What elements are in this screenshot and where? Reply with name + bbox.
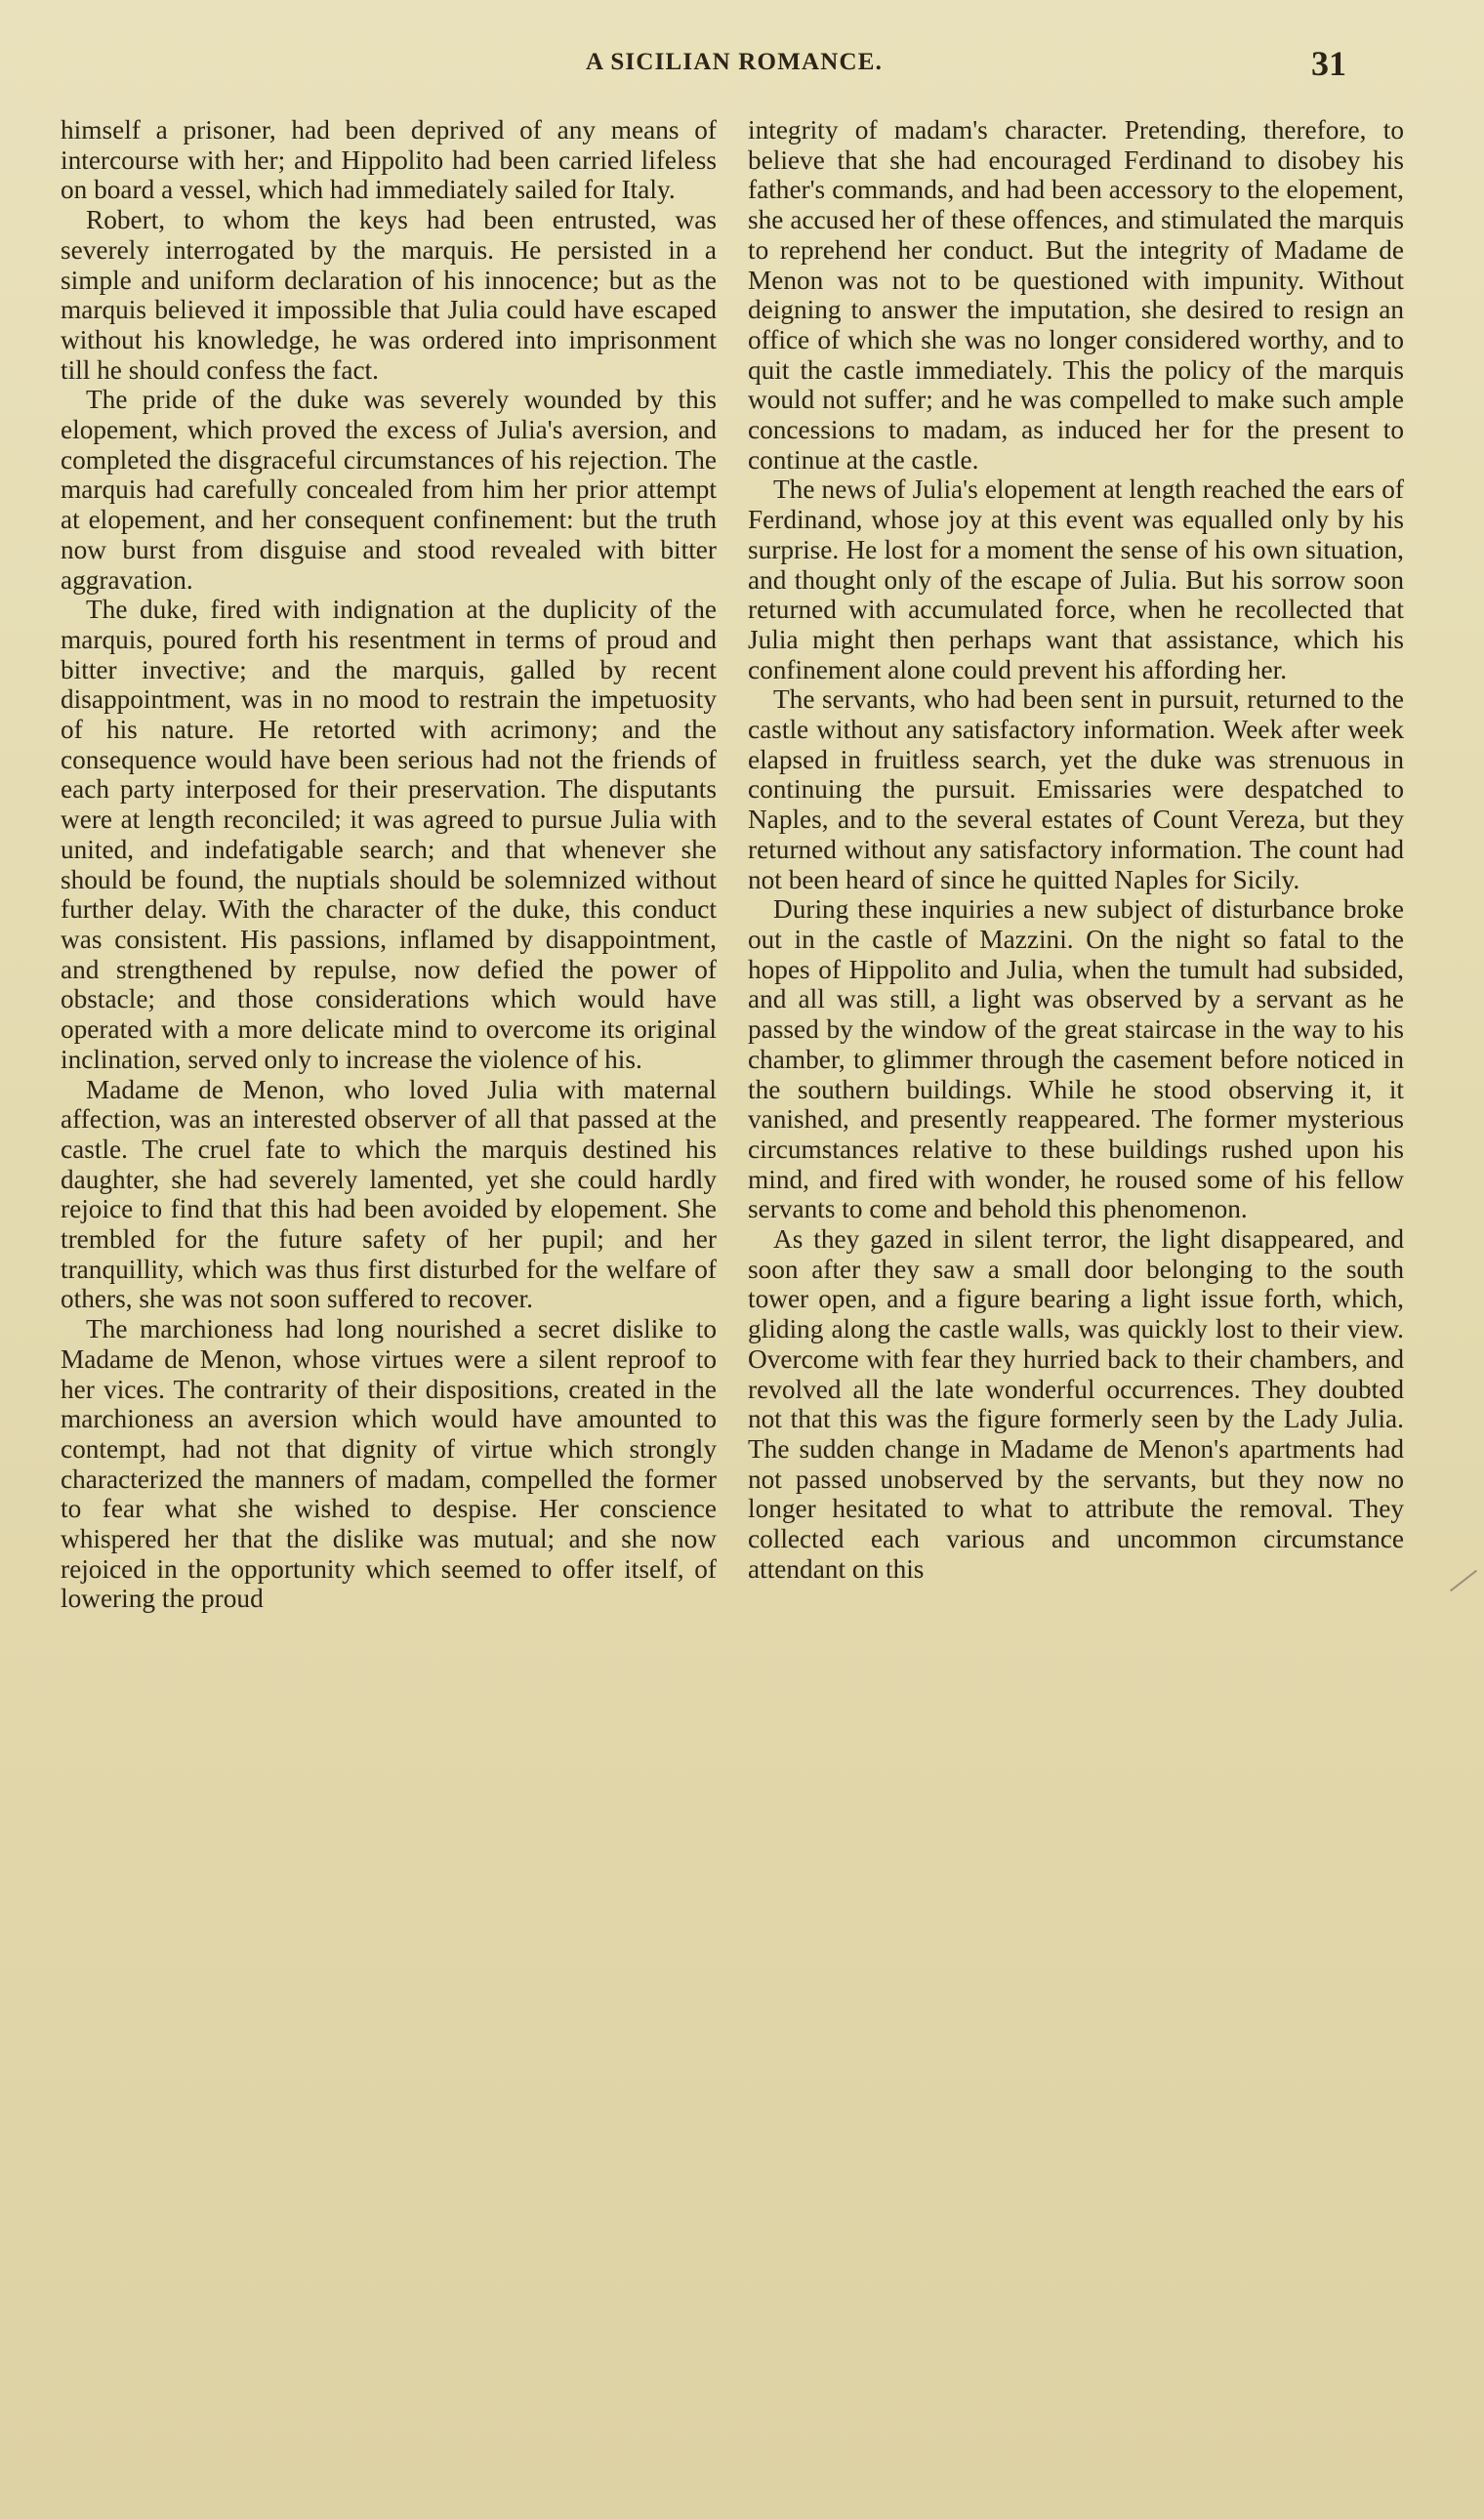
paragraph: The marchioness had long nourished a secret dislike to Madame de Menon, whose virtues were a silent reproof to her vices. The contrarity of their dispositions, created in the marchioness an aversion which would have amounted to contempt, had not that dignity of virtue which strongly characterized the manners of madam, compelled the former to fear what she wished to despise. Her conscience whispered her that the dislike was mutual; and she now rejoiced in the opportunity which seemed to offer itself, of lowering the proud	[61, 1314, 717, 1614]
running-title: A SICILIAN ROMANCE.	[586, 49, 884, 75]
paragraph: The pride of the duke was severely wounded by this elopement, which proved the excess of Julia's aversion, and completed the disgraceful circumstances of his rejection. The marquis had carefully concealed from him her prior attempt at elopement, and her consequent confinement: but the truth now burst from disguise and stood revealed with bitter aggravation.	[61, 385, 717, 595]
page-number: 31	[1311, 44, 1346, 83]
paragraph: The news of Julia's elopement at length reached the ears of Ferdinand, whose joy at this event was equalled only by his surprise. He lost for a moment the sense of his own situation, and thought only of the escape of Julia. But his sorrow soon returned with accumulated force, when he recollected that Julia might then perhaps want that assistance, which his confinement alone could prevent his affording her.	[748, 475, 1404, 684]
right-column	[748, 115, 1404, 1584]
paragraph: Madame de Menon, who loved Julia with maternal affection, was an interested observer of all that passed at the castle. The cruel fate to which the marquis destined his daughter, she had severely lamented, yet she could hardly rejoice to find that this had been avoided by elopement. She trembled for the future safety of her pupil; and her tranquillity, which was thus first disturbed for the welfare of others, she was not soon suffered to recover.	[61, 1074, 717, 1314]
left-column	[61, 115, 717, 1614]
paragraph: himself a prisoner, had been deprived of any means of intercourse with her; and Hippolito had been carried lifeless on board a vessel, which had immediately sailed for Italy.	[61, 115, 717, 205]
paragraph: integrity of madam's character. Pretending, therefore, to believe that she had encouraged Ferdinand to disobey his father's commands, and had been accessory to the elopement, she accused her of these offences, and stimulated the marquis to reprehend her conduct. But the integrity of Madame de Menon was not to be questioned with impunity. Without deigning to answer the imputation, she desired to resign an office of which she was no longer considered worthy, and to quit the castle immediately. This the policy of the marquis would not suffer; and he was compelled to make such ample concessions to madam, as induced her for the present to continue at the castle.	[748, 115, 1404, 475]
margin-pencil-mark	[1450, 1570, 1477, 1592]
paragraph: The servants, who had been sent in pursuit, returned to the castle without any satisfactory information. Week after week elapsed in fruitless search, yet the duke was strenuous in continuing the pursuit. Emissaries were despatched to Naples, and to the several estates of Count Vereza, but they returned without any satisfactory information. The count had not been heard of since he quitted Naples for Sicily.	[748, 684, 1404, 894]
paragraph: Robert, to whom the keys had been entrusted, was severely interrogated by the marquis. He persisted in a simple and uniform declaration of his innocence; but as the marquis believed it impossible that Julia could have escaped without his knowledge, he was ordered into imprisonment till he should confess the fact.	[61, 205, 717, 385]
running-header	[0, 44, 1484, 88]
paragraph: During these inquiries a new subject of disturbance broke out in the castle of Mazzini. On the night so fatal to the hopes of Hippolito and Julia, when the tumult had subsided, and all was still, a light was observed by a servant as he passed by the window of the great staircase in the way to his chamber, to glimmer through the casement before noticed in the southern buildings. While he stood observing it, it vanished, and presently reappeared. The former mysterious circumstances relative to these buildings rushed upon his mind, and fired with wonder, he roused some of his fellow servants to come and behold this phenomenon.	[748, 894, 1404, 1224]
paragraph: The duke, fired with indignation at the duplicity of the marquis, poured forth his resentment in terms of proud and bitter invective; and the marquis, galled by recent disappointment, was in no mood to restrain the impetuosity of his nature. He retorted with acrimony; and the consequence would have been serious had not the friends of each party interposed for their preservation. The disputants were at length reconciled; it was agreed to pursue Julia with united, and indefatigable search; and that whenever she should be found, the nuptials should be solemnized without further delay. With the character of the duke, this conduct was consistent. His passions, inflamed by disappointment, and strengthened by repulse, now defied the power of obstacle; and those considerations which would have operated with a more delicate mind to overcome its original inclination, served only to increase the violence of his.	[61, 595, 717, 1074]
paragraph: As they gazed in silent terror, the light disappeared, and soon after they saw a small door belonging to the south tower open, and a figure bearing a light issue forth, which, gliding along the castle walls, was quickly lost to their view. Overcome with fear they hurried back to their chambers, and revolved all the late wonderful occurrences. They doubted not that this was the figure formerly seen by the Lady Julia. The sudden change in Madame de Menon's apartments had not passed unobserved by the servants, but they now no longer hesitated to what to attribute the removal. They collected each various and uncommon circumstance attendant on this	[748, 1224, 1404, 1584]
